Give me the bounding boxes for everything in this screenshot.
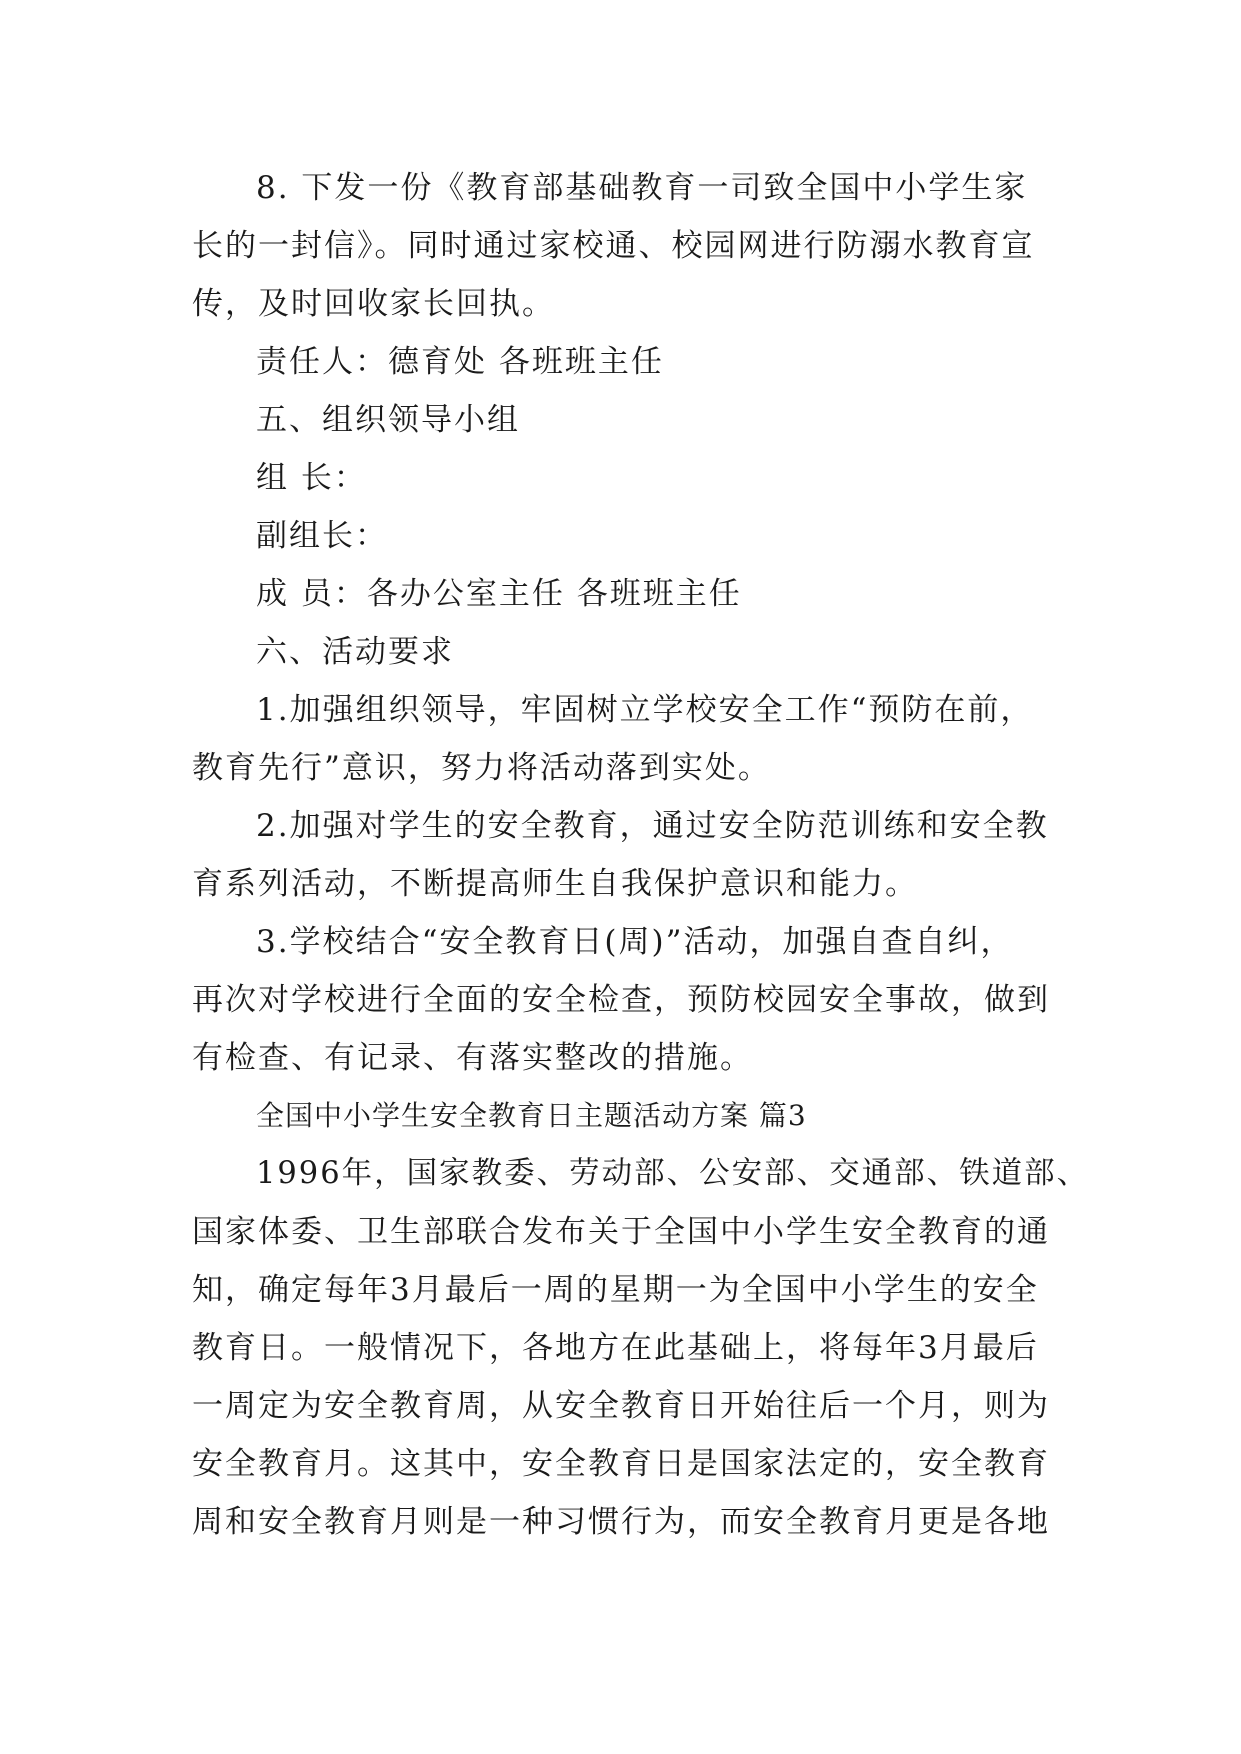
paragraph-line: 传，及时回收家长回执。 [192, 286, 555, 322]
section-heading: 五、组织领导小组 [256, 402, 520, 438]
paragraph-line: 1.加强组织领导，牢固树立学校安全工作“预防在前， [256, 692, 1034, 728]
paragraph-line: 3.学校结合“安全教育日(周)”活动，加强自查自纠， [256, 924, 1014, 960]
paragraph-line: 有检查、有记录、有落实整改的措施。 [192, 1040, 753, 1076]
section-heading: 六、活动要求 [256, 634, 454, 670]
paragraph-line: 8. 下发一份《教育部基础教育一司致全国中小学生家 [256, 170, 1028, 206]
paragraph-line: 育系列活动，不断提高师生自我保护意识和能力。 [192, 866, 918, 902]
paragraph-line: 国家体委、卫生部联合发布关于全国中小学生安全教育的通 [192, 1214, 1050, 1250]
paragraph-line: 安全教育月。这其中，安全教育日是国家法定的，安全教育 [192, 1446, 1050, 1482]
paragraph-line: 周和安全教育月则是一种习惯行为，而安全教育月更是各地 [192, 1504, 1050, 1540]
paragraph-line: 长的一封信》。同时通过家校通、校园网进行防溺水教育宣 [192, 228, 1035, 264]
members-line: 成 员：各办公室主任 各班班主任 [256, 576, 742, 612]
paragraph-line: 一周定为安全教育周，从安全教育日开始往后一个月，则为 [192, 1388, 1050, 1424]
group-leader-line: 组 长： [256, 460, 367, 496]
paragraph-line: 2.加强对学生的安全教育，通过安全防范训练和安全教 [256, 808, 1049, 844]
responsible-line: 责任人：德育处 各班班主任 [256, 344, 664, 380]
deputy-leader-line: 副组长： [256, 518, 388, 554]
paragraph-line: 教育先行”意识，努力将活动落到实处。 [192, 750, 771, 786]
paragraph-line: 知，确定每年3月最后一周的星期一为全国中小学生的安全 [192, 1272, 1039, 1308]
article-title: 全国中小学生安全教育日主题活动方案 篇3 [256, 1099, 807, 1132]
paragraph-line: 再次对学校进行全面的安全检查，预防校园安全事故，做到 [192, 982, 1050, 1018]
paragraph-line: 教育日。一般情况下，各地方在此基础上，将每年3月最后 [192, 1330, 1039, 1366]
paragraph-line: 1996年，国家教委、劳动部、公安部、交通部、铁道部、 [256, 1156, 1090, 1191]
